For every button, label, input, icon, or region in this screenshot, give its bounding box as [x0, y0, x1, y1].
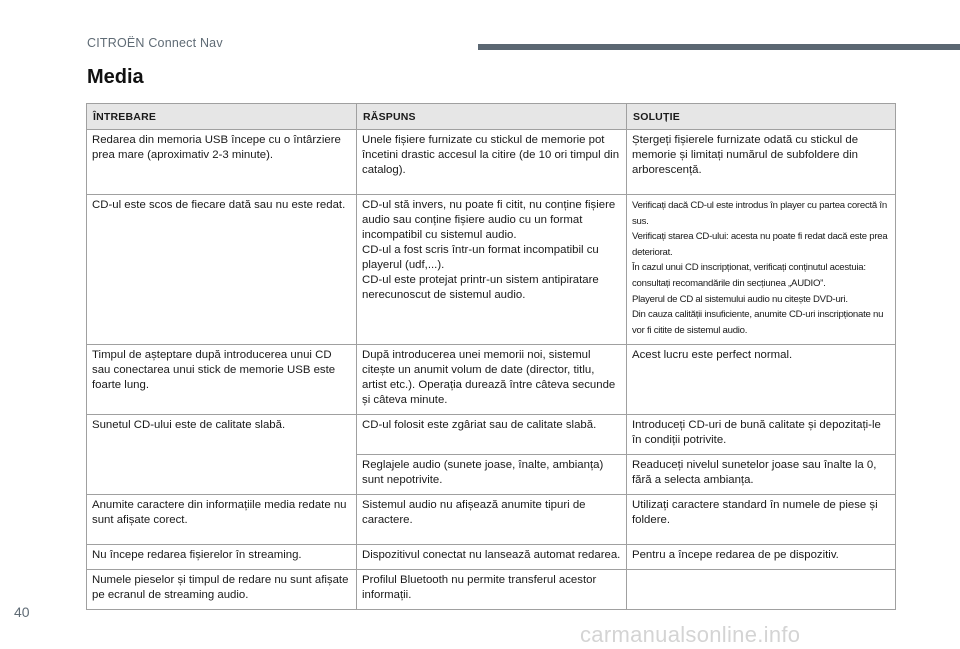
solution-cell: Introduceți CD-uri de bună calitate și depozitați-le în condiții potrivite.: [627, 415, 896, 455]
question-cell: Anumite caractere din informațiile media redate nu sunt afișate corect.: [87, 495, 357, 545]
answer-cell: Sistemul audio nu afișează anumite tipuri de caractere.: [357, 495, 627, 545]
watermark: carmanualsonline.info: [580, 622, 801, 647]
question-cell: Timpul de așteptare după introducerea unui CD sau conectarea unui stick de memorie USB este foarte lung.: [87, 345, 357, 415]
answer-cell: Profilul Bluetooth nu permite transferul acestor informații.: [357, 570, 627, 610]
solution-cell: Acest lucru este perfect normal.: [627, 345, 896, 415]
answer-cell: Reglajele audio (sunete joase, înalte, ambianța) sunt nepotrivite.: [357, 455, 627, 495]
answer-line: CD-ul stă invers, nu poate fi citit, nu conține fișiere audio sau conține fișiere audio cu un format incompatibil cu sistemul audio.: [362, 199, 616, 241]
question-cell: Numele pieselor și timpul de redare nu sunt afișate pe ecranul de streaming audio.: [87, 570, 357, 610]
answer-line: CD-ul este protejat printr-un sistem antipiratare nerecunoscut de sistemul audio.: [362, 274, 599, 301]
question-cell: Redarea din memoria USB începe cu o întârziere prea mare (aproximativ 2-3 minute).: [87, 130, 357, 195]
table-row: [87, 570, 896, 610]
table-row: [87, 345, 896, 415]
table-row: [87, 195, 896, 345]
column-header-question: ÎNTREBARE: [87, 104, 357, 130]
solution-line: Playerul de CD al sistemului audio nu citește DVD-uri.: [632, 293, 848, 305]
solution-cell: Pentru a începe redarea de pe dispozitiv.: [627, 545, 896, 570]
solution-line: Verificați starea CD-ului: acesta nu poate fi redat dacă este prea deteriorat.: [632, 231, 888, 258]
answer-cell: După introducerea unei memorii noi, sistemul citește un anumit volum de date (director, titlu, artist etc.). Operația durează între câteva secunde și câteva minute.: [357, 345, 627, 415]
section-title: Media: [87, 66, 144, 88]
answer-cell: Dispozitivul conectat nu lansează automat redarea.: [357, 545, 627, 570]
table-row: [87, 495, 896, 545]
manual-title: CITROËN Connect Nav: [87, 36, 223, 50]
header-bar: [478, 44, 960, 50]
solution-cell: Ștergeți fișierele furnizate odată cu stickul de memorie și limitați numărul de subfoldere din arborescență.: [627, 130, 896, 195]
table-header-row: [87, 104, 896, 130]
answer-cell: CD-ul folosit este zgâriat sau de calitate slabă.: [357, 415, 627, 455]
answer-line: CD-ul a fost scris într-un format incompatibil cu playerul (udf,...).: [362, 244, 599, 271]
solution-cell: [627, 195, 896, 345]
solution-cell: Readuceți nivelul sunetelor joase sau înalte la 0, fără a selecta ambianța.: [627, 455, 896, 495]
solution-line: Verificați dacă CD-ul este introdus în player cu partea corectă în sus.: [632, 200, 887, 227]
solution-cell: [627, 570, 896, 610]
table-row: [87, 545, 896, 570]
answer-cell: Unele fișiere furnizate cu stickul de memorie pot încetini drastic accesul la citire (de 10 ori timpul din catalog).: [357, 130, 627, 195]
page-number: 40: [14, 604, 30, 620]
question-cell: Sunetul CD-ului este de calitate slabă.: [87, 415, 357, 495]
troubleshooting-table: [86, 103, 896, 610]
table-row: [87, 130, 896, 195]
column-header-answer: RĂSPUNS: [357, 104, 627, 130]
table-row: [87, 415, 896, 455]
solution-line: Din cauza calității insuficiente, anumite CD-uri inscripționate nu vor fi citite de sistemul audio.: [632, 309, 884, 336]
solution-line: În cazul unui CD inscripționat, verificați conținutul acestuia: consultați recomandările din secțiunea „AUDIO”.: [632, 262, 866, 289]
question-cell: Nu începe redarea fișierelor în streaming.: [87, 545, 357, 570]
answer-cell: [357, 195, 627, 345]
column-header-solution: SOLUȚIE: [627, 104, 896, 130]
question-cell: CD-ul este scos de fiecare dată sau nu este redat.: [87, 195, 357, 345]
solution-cell: Utilizați caractere standard în numele de piese și foldere.: [627, 495, 896, 545]
